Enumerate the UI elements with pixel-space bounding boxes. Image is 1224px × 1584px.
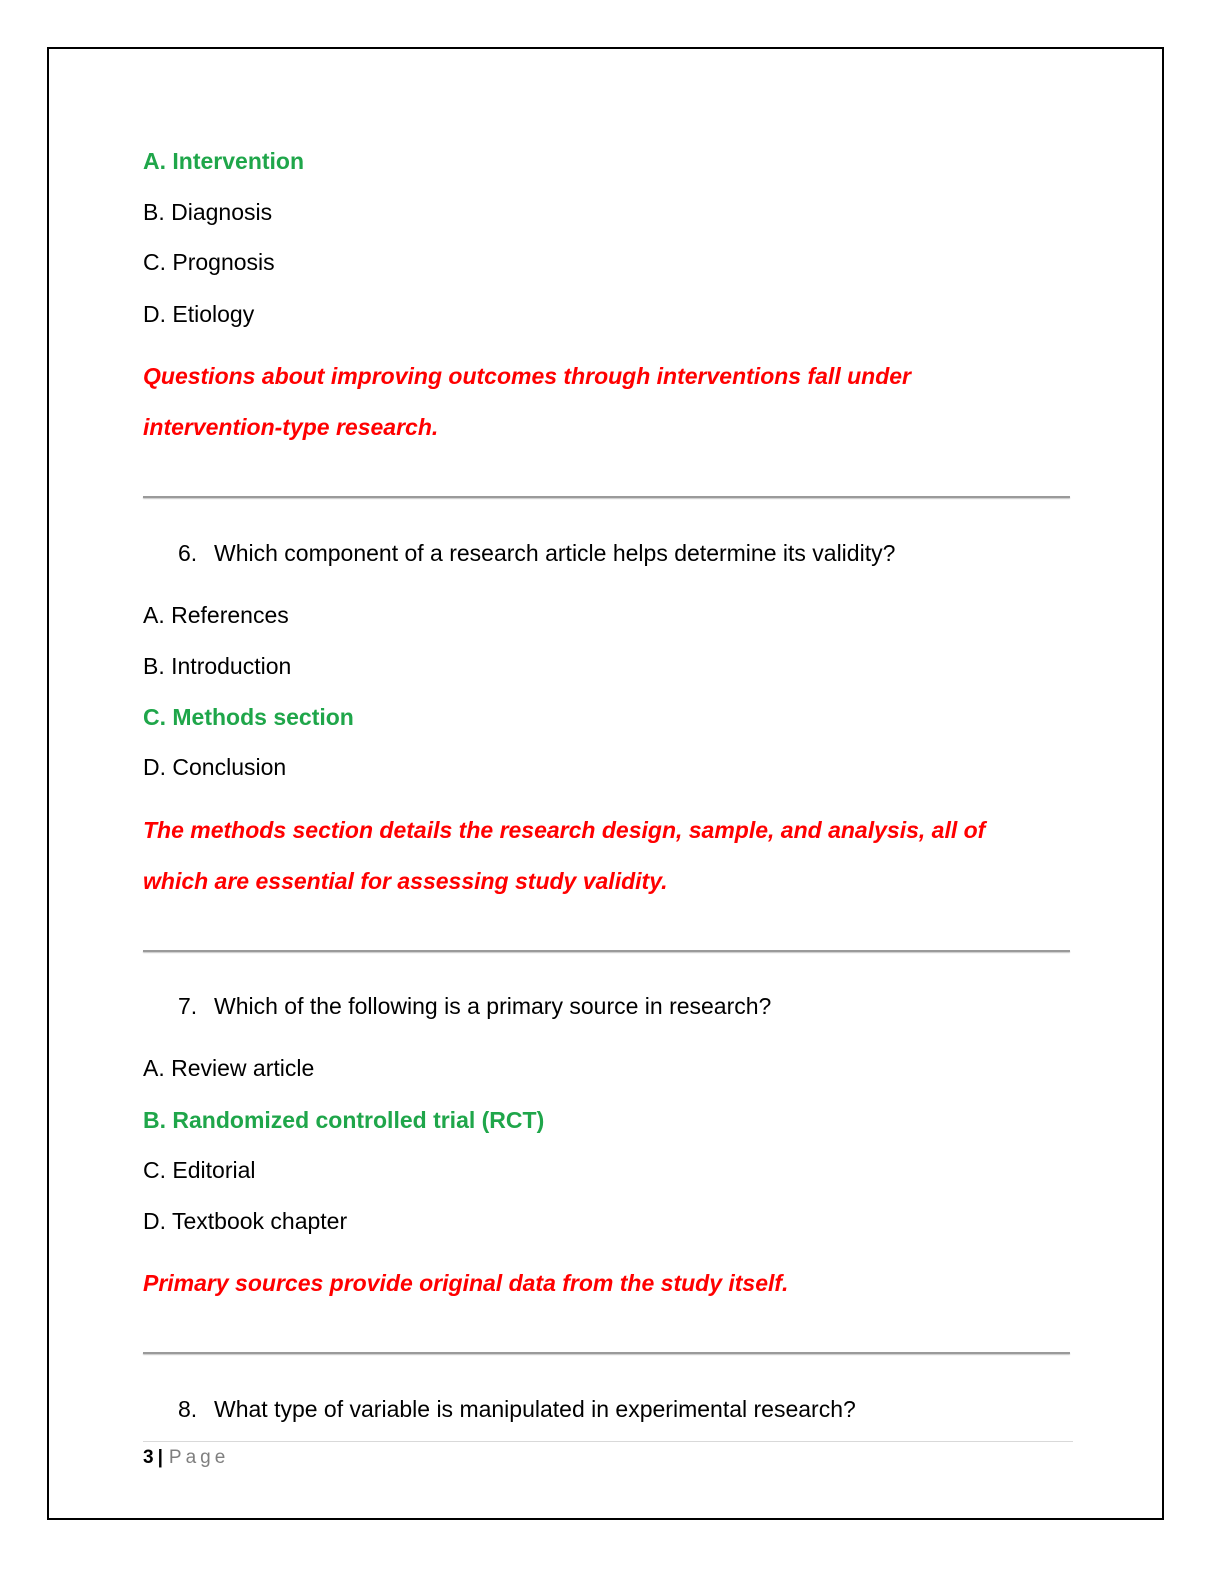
divider-rule (143, 1352, 1070, 1354)
footer-separator: | (157, 1447, 163, 1468)
q6-option-a: A. References (143, 602, 289, 628)
footer-page-label: Page (168, 1447, 230, 1468)
q7-explanation-line-1: Primary sources provide original data from the study itself. (143, 1270, 789, 1296)
q6-number: 6. (178, 540, 198, 566)
q5-option-d: D. Etiology (143, 301, 255, 327)
q6-option-b: B. Introduction (143, 653, 292, 679)
q5-option-b: B. Diagnosis (143, 199, 273, 225)
footer-rule (143, 1441, 1073, 1442)
q6-option-d: D. Conclusion (143, 754, 287, 780)
q7-question-text: Which of the following is a primary source in research? (214, 993, 772, 1019)
q8-number: 8. (178, 1396, 198, 1422)
q5-option-a-correct: A. Intervention (143, 148, 305, 174)
q5-explanation-line-1: Questions about improving outcomes through interventions fall under (143, 363, 911, 389)
q7-option-c: C. Editorial (143, 1157, 256, 1183)
q6-explanation-line-1: The methods section details the research design, sample, and analysis, all of (143, 817, 986, 843)
q8-question-text: What type of variable is manipulated in experimental research? (214, 1396, 856, 1422)
q6-option-c-correct: C. Methods section (143, 704, 354, 730)
page-footer (143, 1447, 229, 1469)
q6-question-text: Which component of a research article helps determine its validity? (214, 540, 896, 566)
q5-explanation-line-2: intervention-type research. (143, 414, 439, 440)
divider-rule (143, 496, 1070, 498)
footer-page-number: 3 (143, 1447, 154, 1468)
q6-explanation-line-2: which are essential for assessing study validity. (143, 868, 668, 894)
q5-option-c: C. Prognosis (143, 249, 275, 275)
q7-option-d: D. Textbook chapter (143, 1208, 348, 1234)
q7-option-b-correct: B. Randomized controlled trial (RCT) (143, 1107, 545, 1133)
q7-question (178, 991, 771, 1021)
divider-rule (143, 950, 1070, 952)
q8-question (178, 1394, 856, 1424)
q7-number: 7. (178, 993, 198, 1019)
q7-option-a: A. Review article (143, 1055, 315, 1081)
q6-question (178, 538, 895, 568)
